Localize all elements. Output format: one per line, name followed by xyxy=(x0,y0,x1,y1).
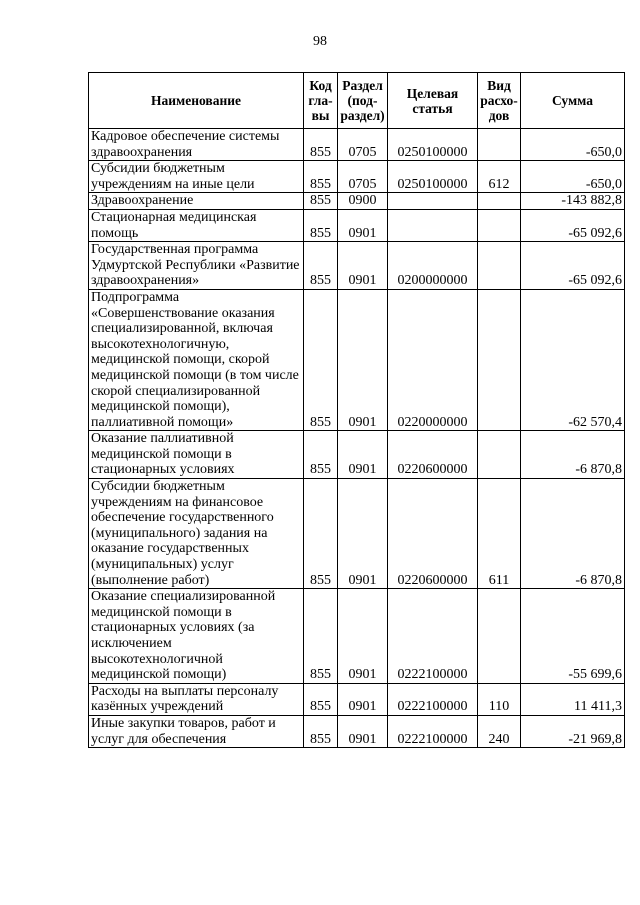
table-row xyxy=(89,209,625,241)
row-expense-type: 240 xyxy=(478,715,521,747)
row-section: 0901 xyxy=(338,479,388,589)
row-expense-type: 612 xyxy=(478,161,521,193)
row-target: 0220600000 xyxy=(388,479,478,589)
row-expense-type xyxy=(478,209,521,241)
row-name: Иные закупки товаров, работ и услуг для обеспечения xyxy=(89,715,304,747)
row-amount: -6 870,8 xyxy=(521,431,625,479)
table-row xyxy=(89,161,625,193)
table-row xyxy=(89,129,625,161)
budget-table xyxy=(88,72,625,748)
row-section: 0901 xyxy=(338,289,388,430)
row-expense-type xyxy=(478,431,521,479)
row-amount: -6 870,8 xyxy=(521,479,625,589)
row-name: Субсидии бюджетным учреждениям на иные цели xyxy=(89,161,304,193)
row-expense-type xyxy=(478,589,521,684)
row-amount: -143 882,8 xyxy=(521,193,625,210)
table-row xyxy=(89,289,625,430)
row-amount: -21 969,8 xyxy=(521,715,625,747)
table-row xyxy=(89,715,625,747)
header-target: Целевая статья xyxy=(388,73,478,129)
row-chapter: 855 xyxy=(304,715,338,747)
row-chapter: 855 xyxy=(304,209,338,241)
header-name: Наименование xyxy=(89,73,304,129)
row-chapter: 855 xyxy=(304,193,338,210)
row-expense-type xyxy=(478,242,521,290)
row-section: 0901 xyxy=(338,209,388,241)
row-section: 0901 xyxy=(338,715,388,747)
table-header-row xyxy=(89,73,625,129)
row-target: 0222100000 xyxy=(388,589,478,684)
row-section: 0901 xyxy=(338,242,388,290)
table-row xyxy=(89,683,625,715)
row-target: 0222100000 xyxy=(388,715,478,747)
row-amount: -650,0 xyxy=(521,161,625,193)
table-row xyxy=(89,431,625,479)
row-name: Кадровое обеспечение системы здравоохранения xyxy=(89,129,304,161)
row-chapter: 855 xyxy=(304,242,338,290)
row-amount: -650,0 xyxy=(521,129,625,161)
row-target: 0220600000 xyxy=(388,431,478,479)
row-name: Подпрограмма «Совершенствование оказания специализированной, включая высокотехнологичную, медицинской помощи, скорой медицинской помощи (в том числе скорой специализированной медицинской помощи), паллиативной помощи» xyxy=(89,289,304,430)
row-target xyxy=(388,193,478,210)
row-expense-type xyxy=(478,193,521,210)
row-amount: -65 092,6 xyxy=(521,209,625,241)
header-expense-type: Вид расхо-дов xyxy=(478,73,521,129)
row-section: 0901 xyxy=(338,431,388,479)
row-section: 0901 xyxy=(338,683,388,715)
row-section: 0900 xyxy=(338,193,388,210)
row-chapter: 855 xyxy=(304,431,338,479)
row-target: 0222100000 xyxy=(388,683,478,715)
row-chapter: 855 xyxy=(304,289,338,430)
row-chapter: 855 xyxy=(304,479,338,589)
table-row xyxy=(89,479,625,589)
row-target: 0220000000 xyxy=(388,289,478,430)
row-amount: -65 092,6 xyxy=(521,242,625,290)
row-amount: -55 699,6 xyxy=(521,589,625,684)
row-chapter: 855 xyxy=(304,129,338,161)
header-chapter: Код гла-вы xyxy=(304,73,338,129)
row-name: Расходы на выплаты персоналу казённых учреждений xyxy=(89,683,304,715)
row-expense-type: 110 xyxy=(478,683,521,715)
row-section: 0705 xyxy=(338,161,388,193)
table-row xyxy=(89,242,625,290)
row-expense-type xyxy=(478,129,521,161)
row-target: 0250100000 xyxy=(388,161,478,193)
row-name: Оказание специализированной медицинской помощи в стационарных условиях (за исключением высокотехнологичной медицинской помощи) xyxy=(89,589,304,684)
row-name: Оказание паллиативной медицинской помощи в стационарных условиях xyxy=(89,431,304,479)
row-section: 0901 xyxy=(338,589,388,684)
row-name: Здравоохранение xyxy=(89,193,304,210)
page-number: 98 xyxy=(313,34,327,49)
row-target: 0250100000 xyxy=(388,129,478,161)
row-amount: -62 570,4 xyxy=(521,289,625,430)
header-amount: Сумма xyxy=(521,73,625,129)
row-chapter: 855 xyxy=(304,589,338,684)
row-name: Субсидии бюджетным учреждениям на финансовое обеспечение государственного (муниципального) задания на оказание государственных (муниципальных) услуг (выполнение работ) xyxy=(89,479,304,589)
row-expense-type: 611 xyxy=(478,479,521,589)
row-amount: 11 411,3 xyxy=(521,683,625,715)
header-section: Раздел (под-раздел) xyxy=(338,73,388,129)
row-chapter: 855 xyxy=(304,683,338,715)
row-expense-type xyxy=(478,289,521,430)
row-target: 0200000000 xyxy=(388,242,478,290)
row-section: 0705 xyxy=(338,129,388,161)
row-name: Стационарная медицинская помощь xyxy=(89,209,304,241)
table-row xyxy=(89,589,625,684)
table-row xyxy=(89,193,625,210)
row-target xyxy=(388,209,478,241)
row-name: Государственная программа Удмуртской Республики «Развитие здравоохранения» xyxy=(89,242,304,290)
row-chapter: 855 xyxy=(304,161,338,193)
